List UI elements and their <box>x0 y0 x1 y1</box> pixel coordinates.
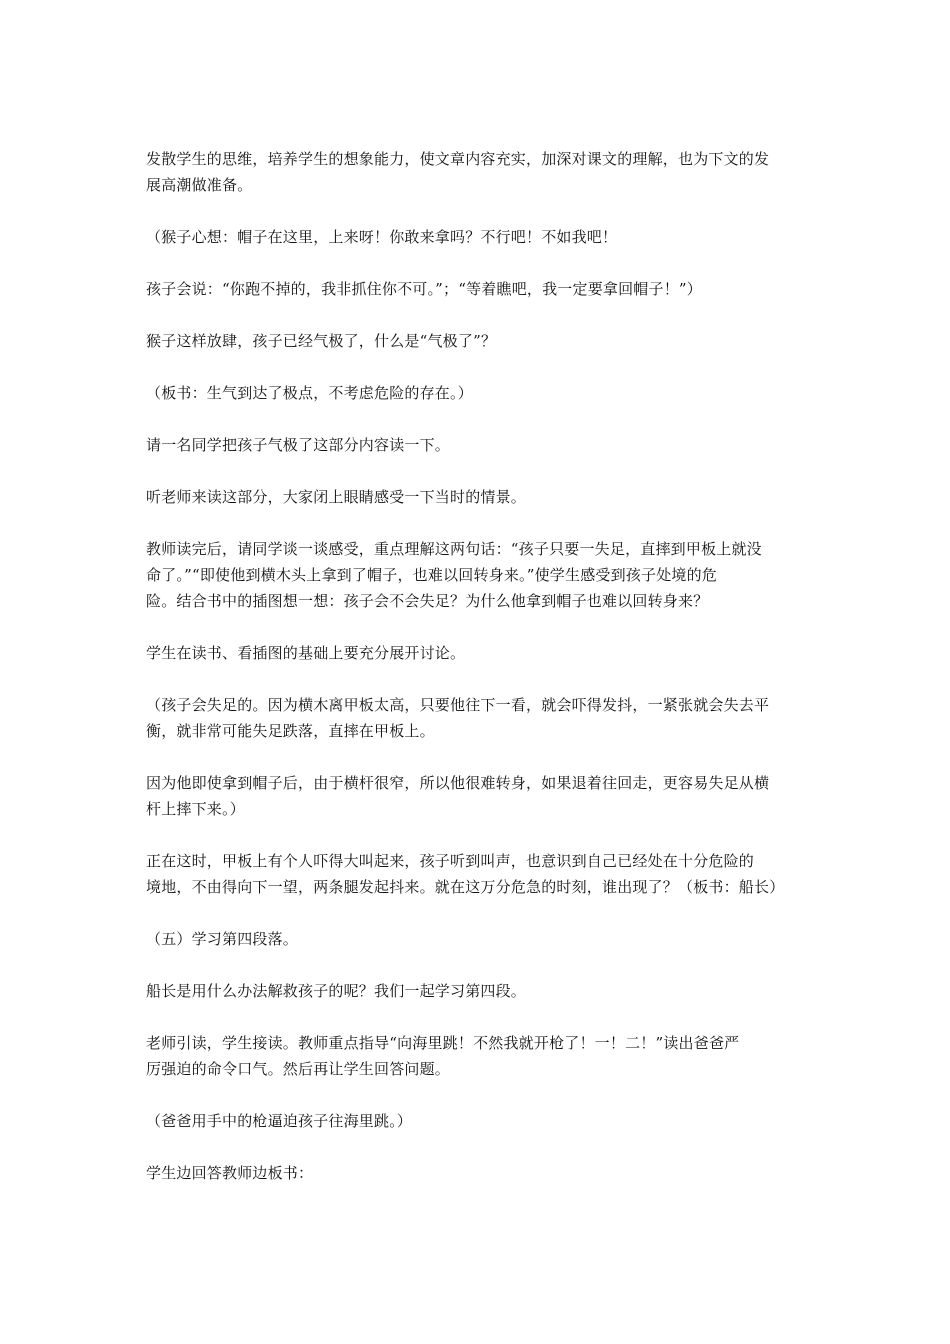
paragraph <box>146 692 810 744</box>
paragraph <box>146 1108 810 1134</box>
text-line: （猴子心想：帽子在这里，上来呀！你敢来拿吗？不行吧！不如我吧！ <box>146 228 618 246</box>
paragraph <box>146 770 810 822</box>
text-line: 境地，不由得向下一望，两条腿发起抖来。就在这万分危急的时刻，谁出现了？（板书：船长） <box>146 878 785 896</box>
text-line: 学生在读书、看插图的基础上要充分展开讨论。 <box>146 644 466 662</box>
paragraph <box>146 484 810 510</box>
text-line: 杆上摔下来。） <box>146 800 245 818</box>
text-line: （板书：生气到达了极点，不考虑危险的存在。） <box>146 384 473 402</box>
text-line: 猴子这样放肆，孩子已经气极了，什么是“气极了”？ <box>146 332 497 350</box>
text-line: 展高潮做准备。 <box>146 176 253 194</box>
paragraph <box>146 640 810 666</box>
text-line: 请一名同学把孩子气极了这部分内容读一下。 <box>146 436 451 454</box>
text-line: 船长是用什么办法解救孩子的呢？我们一起学习第四段。 <box>146 982 527 1000</box>
paragraph <box>146 146 810 198</box>
text-line: 衡，就非常可能失足跌落，直摔在甲板上。 <box>146 722 435 740</box>
paragraph <box>146 978 810 1004</box>
paragraph <box>146 926 810 952</box>
text-line: 教师读完后，请同学谈一谈感受，重点理解这两句话：“孩子只要一失足，直摔到甲板上就没 <box>146 540 762 558</box>
text-line: （爸爸用手中的枪逼迫孩子往海里跳。） <box>146 1112 413 1130</box>
paragraph <box>146 1160 810 1186</box>
paragraph <box>146 536 810 614</box>
text-line: 险。结合书中的插图想一想：孩子会不会失足？为什么他拿到帽子也难以回转身来？ <box>146 592 709 610</box>
paragraph <box>146 1030 810 1082</box>
text-line: （五）学习第四段落。 <box>146 930 299 948</box>
text-line: 老师引读，学生接读。教师重点指导“向海里跳！不然我就开枪了！一！二！”读出爸爸严 <box>146 1034 740 1052</box>
document-body <box>146 146 810 1212</box>
text-line: 发散学生的思维，培养学生的想象能力，使文章内容充实，加深对课文的理解，也为下文的发 <box>146 150 770 168</box>
text-line: 听老师来读这部分，大家闭上眼睛感受一下当时的情景。 <box>146 488 527 506</box>
paragraph <box>146 380 810 406</box>
text-line: 因为他即使拿到帽子后，由于横杆很窄，所以他很难转身，如果退着往回走，更容易失足从横 <box>146 774 770 792</box>
text-line: （孩子会失足的。因为横木离甲板太高，只要他往下一看，就会吓得发抖，一紧张就会失去平 <box>146 696 770 714</box>
paragraph <box>146 328 810 354</box>
text-line: 孩子会说：“你跑不掉的，我非抓住你不可。”；“等着瞧吧，我一定要拿回帽子！”） <box>146 280 702 298</box>
paragraph <box>146 224 810 250</box>
text-line: 学生边回答教师边板书： <box>146 1164 314 1182</box>
paragraph <box>146 276 810 302</box>
text-line: 厉强迫的命令口气。然后再让学生回答问题。 <box>146 1060 451 1078</box>
paragraph <box>146 432 810 458</box>
paragraph <box>146 848 810 900</box>
text-line: 命了。”“即使他到横木头上拿到了帽子，也难以回转身来。”使学生感受到孩子处境的危 <box>146 566 718 584</box>
text-line: 正在这时，甲板上有个人吓得大叫起来，孩子听到叫声，也意识到自己已经处在十分危险的 <box>146 852 755 870</box>
